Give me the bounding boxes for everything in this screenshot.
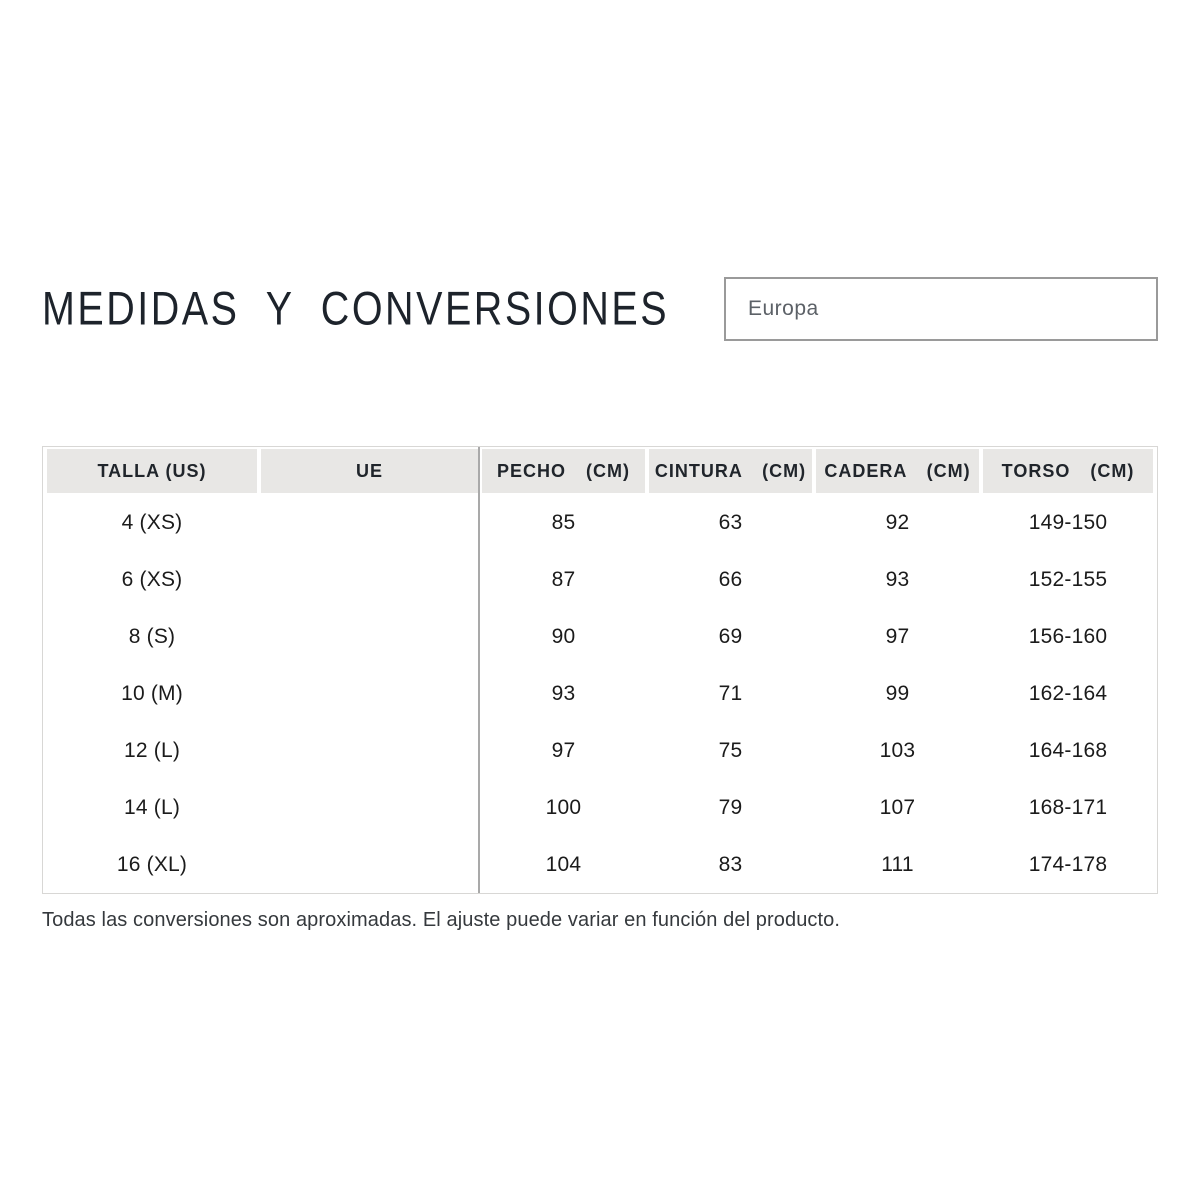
cell-ue [259, 836, 480, 893]
cell-cintura: 79 [718, 795, 743, 819]
column-divider [478, 447, 480, 893]
cell-cadera: 107 [879, 795, 916, 819]
cell-ue [259, 722, 480, 779]
column-header-torso-cm: TORSO (CM) [981, 448, 1155, 494]
cell-talla: 16 (XL) [116, 852, 188, 876]
cell-pecho: 97 [551, 738, 576, 762]
cell-cintura: 75 [718, 738, 743, 762]
cell-pecho: 90 [551, 624, 576, 648]
cell-ue [259, 608, 480, 665]
page-title: MEDIDAS Y CONVERSIONES [42, 281, 670, 335]
cell-talla: 6 (XS) [121, 567, 183, 591]
cell-ue [259, 494, 480, 552]
cell-talla: 14 (L) [123, 795, 181, 819]
cell-talla: 4 (XS) [121, 510, 183, 534]
size-conversion-table [42, 446, 1158, 894]
cell-ue [259, 665, 480, 722]
table-body [45, 494, 1155, 894]
column-header-ue: UE [259, 448, 480, 494]
table-row [45, 665, 1155, 722]
table-row [45, 494, 1155, 552]
cell-cintura: 69 [718, 624, 743, 648]
region-select-value: Europa [748, 297, 819, 320]
cell-cadera: 103 [879, 738, 916, 762]
cell-cadera: 93 [885, 567, 910, 591]
cell-pecho: 87 [551, 567, 576, 591]
table-row [45, 551, 1155, 608]
cell-pecho: 93 [551, 681, 576, 705]
column-header-pecho-cm: PECHO (CM) [480, 448, 647, 494]
cell-torso: 164-168 [1028, 738, 1108, 762]
cell-pecho: 85 [551, 510, 576, 534]
table-header [45, 448, 1155, 494]
column-header-cadera-cm: CADERA (CM) [814, 448, 981, 494]
table-row [45, 608, 1155, 665]
cell-torso: 149-150 [1028, 510, 1108, 534]
cell-torso: 156-160 [1028, 624, 1108, 648]
cell-cadera: 111 [881, 852, 914, 876]
cell-torso: 174-178 [1028, 852, 1108, 876]
cell-talla: 10 (M) [121, 681, 183, 705]
cell-pecho: 104 [545, 852, 582, 876]
cell-cadera: 97 [885, 624, 910, 648]
cell-cadera: 92 [885, 510, 910, 534]
page-header [42, 277, 1158, 341]
region-select[interactable] [724, 277, 1158, 341]
cell-ue [259, 551, 480, 608]
cell-pecho: 100 [545, 795, 582, 819]
column-header-talla-us: TALLA (US) [45, 448, 259, 494]
cell-torso: 162-164 [1028, 681, 1108, 705]
page-content [42, 0, 1158, 932]
cell-torso: 168-171 [1028, 795, 1108, 819]
table-row [45, 836, 1155, 893]
cell-talla: 8 (S) [128, 624, 176, 648]
cell-torso: 152-155 [1028, 567, 1108, 591]
header-row [45, 448, 1155, 494]
cell-cintura: 83 [718, 852, 743, 876]
cell-ue [259, 779, 480, 836]
cell-talla: 12 (L) [123, 738, 181, 762]
cell-cintura: 66 [718, 567, 743, 591]
conversion-footnote: Todas las conversiones son aproximadas. El ajuste puede variar en función del producto. [42, 909, 841, 931]
cell-cintura: 71 [718, 681, 743, 705]
size-table [43, 447, 1157, 893]
cell-cadera: 99 [885, 681, 910, 705]
cell-cintura: 63 [718, 510, 743, 534]
table-row [45, 722, 1155, 779]
table-row [45, 779, 1155, 836]
column-header-cintura-cm: CINTURA (CM) [647, 448, 814, 494]
